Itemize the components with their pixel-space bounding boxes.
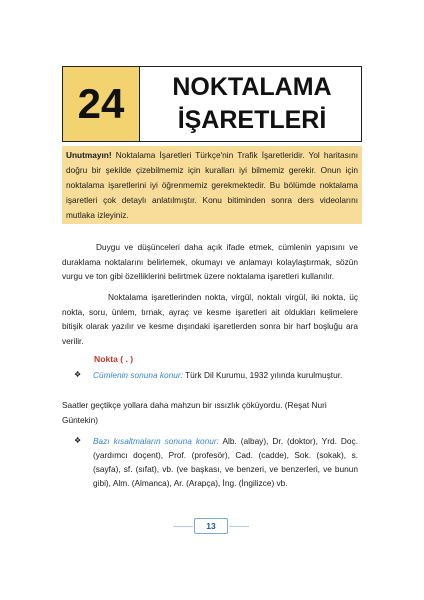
bullet-item-2-text [93, 434, 358, 490]
example-sentence: Saatler geçtikçe yollara daha mahzun bir ıssızlık çöküyordu. (Reşat Nuri Güntekin) [62, 400, 327, 425]
rule-paragraph: Noktalama işaretlerinden nokta, virgül, noktalı virgül, iki nokta, üç nokta, soru, ünlem, tırnak, ayraç ve kesme işaretleri ait oldukları kelimelere bitişik olarak yazılır ve kesme dışındaki işaretlerden sonra bir harf boşluğu ara verilir. [62, 292, 358, 346]
diamond-bullet-icon: ❖ [74, 370, 82, 379]
bullet-item-1-text [93, 368, 358, 382]
bullet-item-2-lead: Bazı kısaltmaların sonuna konur: [93, 436, 219, 446]
diamond-bullet-icon: ❖ [74, 436, 82, 445]
chapter-title-line-1: NOKTALAMA [172, 73, 332, 101]
bullet-item-2-body: Alb. (albay), Dr. (doktor), Yrd. Doç. (yardımcı doçent), Prof. (profesör), Cad. (cadde), Sok. (sokak), s. (sayfa), sf. (sıfat), vb. (ve başkası, ve benzeri, ve benzerleri, ve bunun gibi), Alm. (Almanca), Ar. (Arapça), İng. (İngilizce) vb. [93, 436, 358, 488]
bullet-item-1-body: Türk Dil Kurumu, 1932 yılında kurulmuştur. [182, 370, 343, 380]
page-number: 13 [194, 518, 228, 534]
reminder-bold-lead: Unutmayın! [66, 150, 112, 160]
chapter-number: 24 [63, 67, 140, 141]
section-heading: Nokta ( . ) [94, 354, 134, 364]
bullet-item-1-lead: Cümlenin sonuna konur: [93, 370, 183, 380]
chapter-title-box [62, 66, 362, 142]
chapter-title-line-2: İŞARETLERİ [177, 106, 327, 134]
intro-paragraph: Duygu ve düşünceleri daha açık ifade etmek, cümlenin yapısını ve duraklama noktalarını belirlemek, okumayı ve anlamayı kolaylaştırmak, sözün vurgu ve ton gibi özelliklerini belirtmek üzere noktalama işaretleri kullanılır. [62, 242, 358, 281]
reminder-highlight-box [62, 146, 362, 224]
chapter-title [143, 71, 361, 137]
reminder-text: Noktalama İşaretleri Türkçe'nin Trafik İşaretleridir. Yol haritasını doğru bir şekilde çizebilmemiz için kuralları iyi bilmemiz gerekir. Onun için noktalama işaretlerini iyi öğrenmemiz gerekmektedir. Bu bölümde noktalama işaretleri çok detaylı anlatılmıştır. Konu bitiminden sonra ders videolarını mutlaka izleyiniz. [66, 150, 358, 220]
